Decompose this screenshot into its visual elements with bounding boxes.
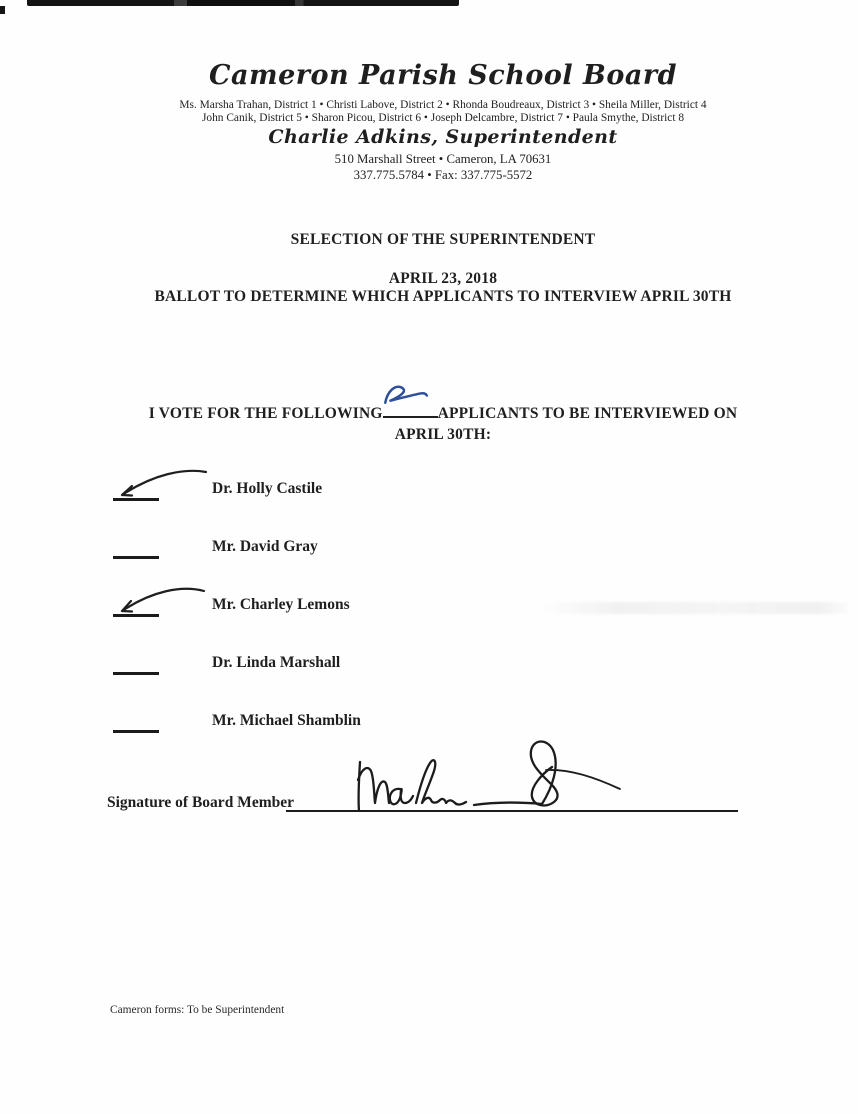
- footer-form-note: Cameron forms: To be Superintendent: [110, 1004, 285, 1016]
- candidate-name: Dr. Holly Castile: [212, 480, 323, 497]
- board-members-line-1: Ms. Marsha Trahan, District 1 • Christi Labove, District 2 • Rhonda Boudreaux, District 3 • Sheila Miller, District 4: [179, 99, 707, 111]
- address-line: 510 Marshall Street • Cameron, LA 70631: [334, 152, 552, 166]
- scan-smudge: [540, 602, 852, 614]
- candidate-row: [110, 480, 530, 500]
- heading-ballot: BALLOT TO DETERMINE WHICH APPLICANTS TO INTERVIEW APRIL 30TH: [154, 288, 732, 305]
- vote-blank-line: [113, 556, 159, 559]
- checkmark-icon: [106, 583, 210, 617]
- candidate-row: [110, 538, 530, 558]
- candidate-row: [110, 654, 530, 674]
- vote-blank-line: [113, 730, 159, 733]
- vote-blank-line: [113, 498, 159, 501]
- vote-statement-prefix: I VOTE FOR THE FOLLOWING: [148, 405, 383, 422]
- scan-artifact-top-bar: [27, 0, 459, 6]
- signature-label: Signature of Board Member: [107, 794, 294, 811]
- candidate-name: Mr. Michael Shamblin: [212, 712, 361, 729]
- handwritten-signature: [348, 736, 638, 816]
- handwritten-count-2: [381, 382, 429, 409]
- applicant-count-blank: [383, 404, 438, 418]
- candidate-name: Mr. Charley Lemons: [212, 596, 350, 613]
- superintendent-name: Charlie Adkins, Superintendent: [268, 126, 618, 148]
- vote-statement-line-1: [14, 404, 858, 423]
- page-title: Cameron Parish School Board: [209, 60, 677, 91]
- candidate-name: Dr. Linda Marshall: [212, 654, 341, 671]
- vote-statement-suffix: APPLICANTS TO BE INTERVIEWED ON: [437, 405, 738, 422]
- scan-artifact-left-mark: [0, 6, 5, 14]
- candidate-row: [110, 596, 530, 616]
- vote-blank-line: [113, 672, 159, 675]
- vote-blank-line: [113, 614, 159, 617]
- board-members-line-2: John Canik, District 5 • Sharon Picou, District 6 • Joseph Delcambre, District 7 • Paula Smythe, District 8: [201, 112, 685, 124]
- heading-date: APRIL 23, 2018: [388, 270, 498, 287]
- vote-statement-line-2: APRIL 30TH:: [394, 426, 492, 443]
- checkmark-icon: [106, 467, 210, 501]
- candidate-name: Mr. David Gray: [212, 538, 318, 555]
- candidate-row: [110, 712, 530, 732]
- heading-selection: SELECTION OF THE SUPERINTENDENT: [290, 231, 596, 248]
- phone-fax-line: 337.775.5784 • Fax: 337.775-5572: [353, 168, 533, 182]
